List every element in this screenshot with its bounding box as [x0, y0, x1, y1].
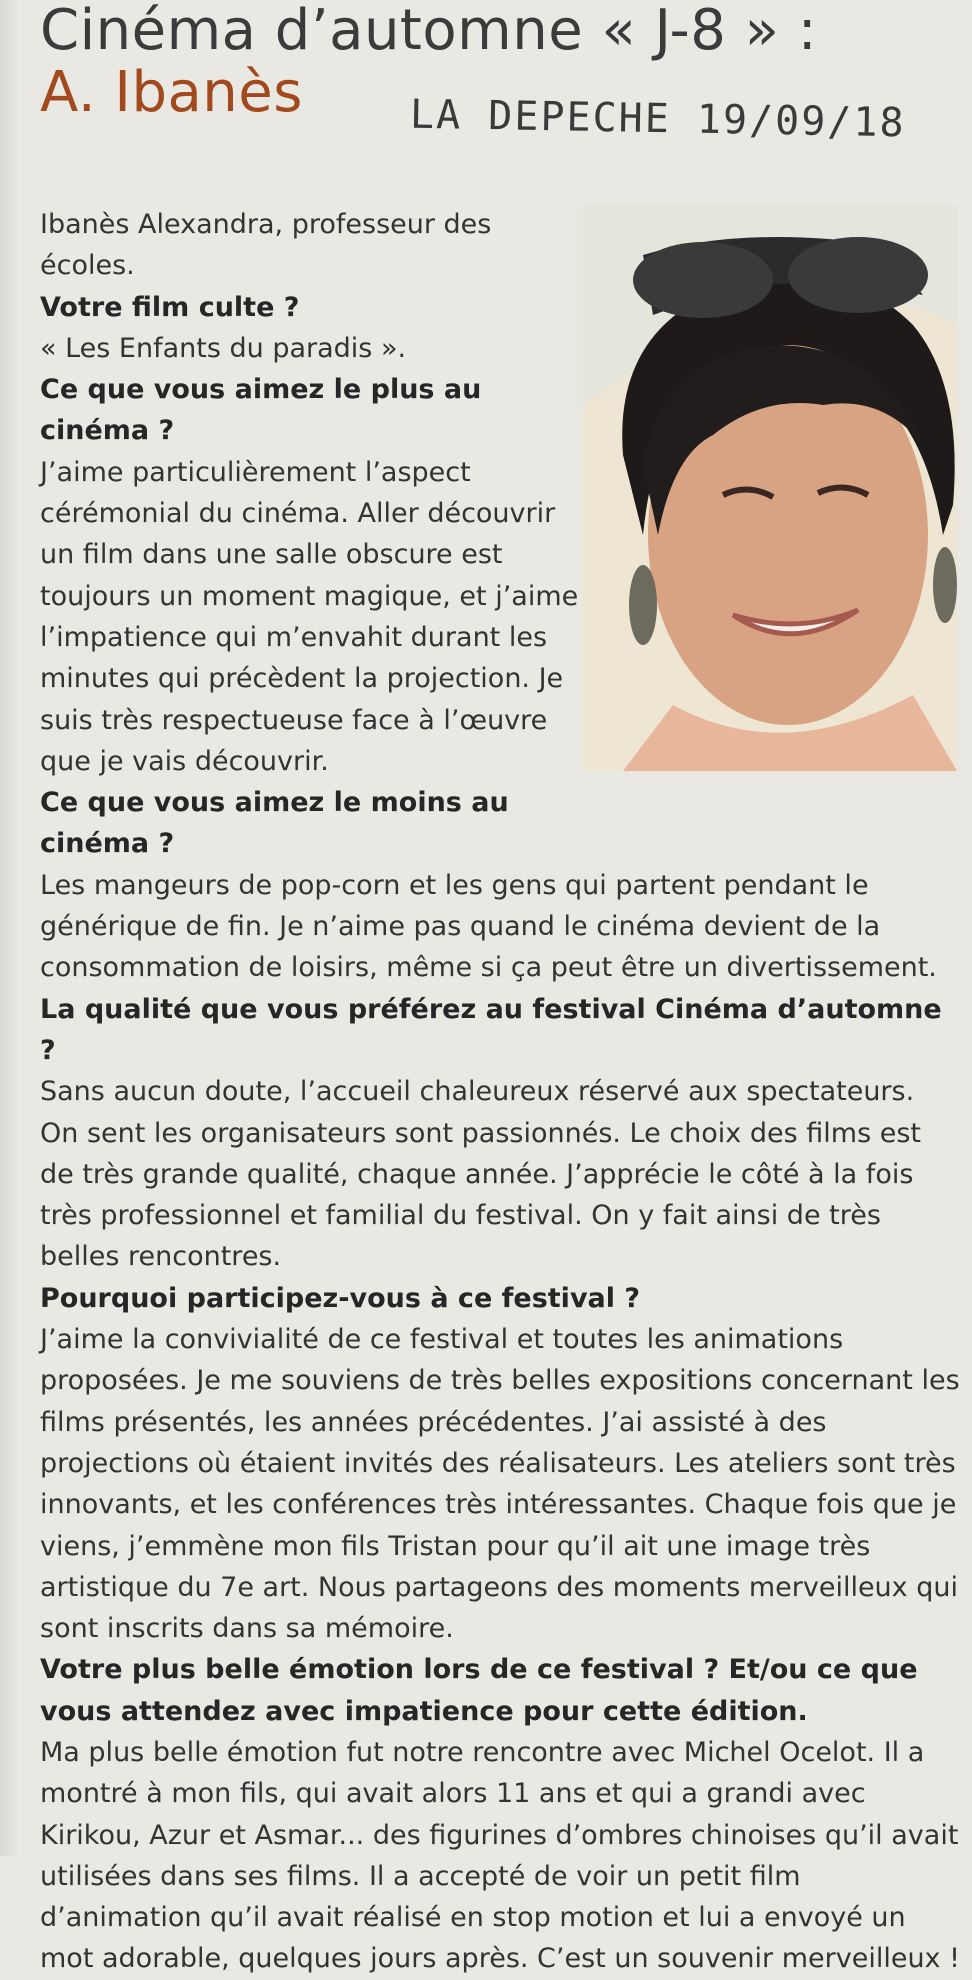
answer-3: Les mangeurs de pop-corn et les gens qui partent pendant le générique de fin. Je n’aime pas quand le cinéma devient de la consommation de loisirs, même si ça peut être un divertissement.	[40, 869, 937, 984]
question-6: Votre plus belle émotion lors de ce festival ? Et/ou ce que vous attendez avec impatience pour cette édition.	[40, 1654, 918, 1727]
question-3: Ce que vous aimez le moins au cinéma ?	[40, 787, 509, 860]
question-4: La qualité que vous préférez au festival Cinéma d’automne ?	[40, 993, 942, 1066]
headline-title: Cinéma d’automne « J-8 » :	[40, 0, 818, 63]
answer-4: Sans aucun doute, l’accueil chaleureux réservé aux spectateurs. On sent les organisateurs sont passionnés. Le choix des films est de très grande qualité, chaque année. J’apprécie le côté à la fois très professionnel et familial du festival. On y fait ainsi de très belles rencontres.	[40, 1076, 921, 1273]
answer-6: Ma plus belle émotion fut notre rencontre avec Michel Ocelot. Il a montré à mon fils, qui avait alors 11 ans et qui a grandi avec Kirikou, Azur et Asmar... des figurines d’ombres chinoises qu’il avait utilisées dans ses films. Il a accepté de voir un petit film d’animation qu’il avait réalisé en stop motion et lui a envoyé un mot adorable, quelques jours après. C’est un souvenir merveilleux !	[40, 1736, 960, 1975]
question-1: Votre film culte ?	[40, 291, 300, 323]
handwritten-source-note: LA DEPECHE 19/09/18	[409, 91, 906, 147]
intro-text: Ibanès Alexandra, professeur des écoles.	[40, 209, 492, 282]
headline-name: A. Ibanès	[40, 60, 303, 125]
scan-edge	[0, 0, 22, 1856]
article-body	[40, 204, 960, 1980]
answer-2: J’aime particulièrement l’aspect cérémonial du cinéma. Aller découvrir un film dans une salle obscure est toujours un moment magique, et j’aime l’impatience qui m’envahit durant les minutes qui précèdent la projection. Je suis très respectueuse face à l’œuvre que je vais découvrir.	[40, 456, 579, 777]
question-5: Pourquoi participez-vous à ce festival ?	[40, 1282, 641, 1314]
answer-5: J’aime la convivialité de ce festival et toutes les animations proposées. Je me souviens de très belles expositions concernant les films présentés, les années précédentes. J’ai assisté à des projections où étaient invités des réalisateurs. Les ateliers sont très innovants, et les conférences très intéressantes. Chaque fois que je viens, j’emmène mon fils Tristan pour qu’il ait une image très artistique du 7e art. Nous partageons des moments merveilleux qui sont inscrits dans sa mémoire.	[40, 1324, 960, 1645]
question-2: Ce que vous aimez le plus au cinéma ?	[40, 374, 482, 447]
answer-1: « Les Enfants du paradis ».	[40, 332, 407, 364]
